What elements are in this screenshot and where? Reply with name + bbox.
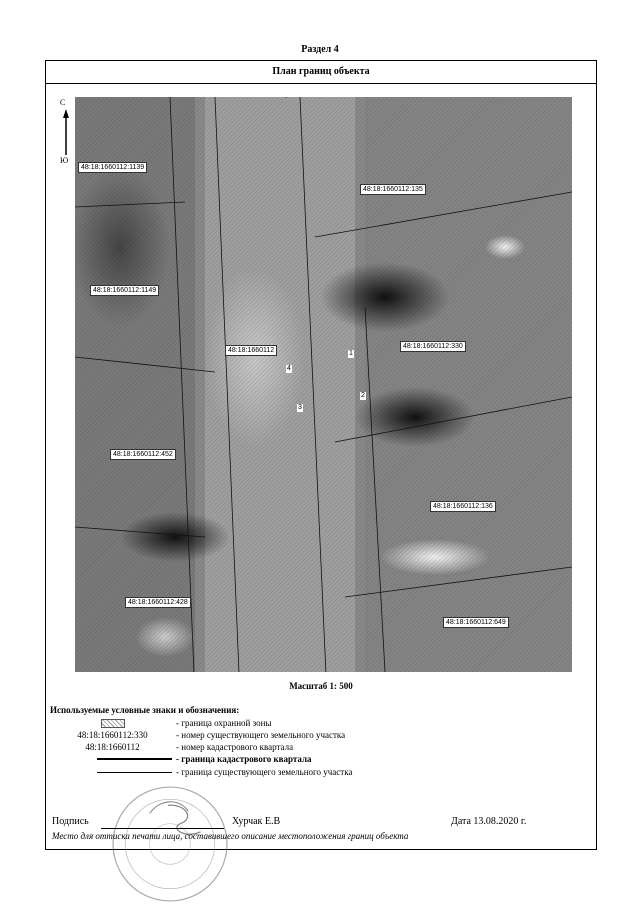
legend-desc: - номер кадастрового квартала (176, 742, 294, 752)
parcel-label: 48:18:1660112:136 (430, 501, 496, 512)
legend-row (50, 730, 590, 741)
map-image (75, 97, 572, 672)
legend-desc: - граница охранной зоны (176, 718, 272, 728)
map-scale: Масштаб 1: 500 (289, 681, 353, 691)
quarter-number-sample: 48:18:1660112 (85, 742, 140, 752)
parcel-label: 48:18:1660112:428 (125, 597, 191, 608)
stamp-note: Место для оттиска печати лица, составившего описание местоположения границ объекта (52, 831, 409, 841)
legend-title: Используемые условные знаки и обозначения: (50, 705, 240, 715)
legend-row (50, 742, 590, 753)
legend-desc: - граница существующего земельного участка (176, 767, 353, 777)
north-arrow (58, 98, 74, 168)
point-label: 3 (298, 404, 302, 411)
quarter-label: 48:18:1660112 (225, 345, 277, 356)
parcel-border-symbol (97, 772, 172, 773)
aerial-map (75, 97, 572, 672)
legend-row (50, 767, 590, 778)
header-title: План границ объекта (46, 61, 596, 84)
parcel-label: 48:18:1660112:1149 (90, 285, 159, 296)
parcel-label: 48:18:1660112:1139 (78, 162, 147, 173)
north-label: С (60, 98, 66, 107)
point-label: 2 (361, 392, 365, 399)
legend-desc: - граница кадастрового квартала (176, 754, 312, 764)
protection-zone-symbol (50, 718, 175, 728)
parcel-label: 48:18:1660112:330 (400, 341, 466, 352)
signature-line (101, 828, 224, 829)
south-label: Ю (60, 156, 69, 165)
parcel-label: 48:18:1660112:135 (360, 184, 426, 195)
seal-stamp (109, 783, 231, 905)
legend-row (50, 754, 590, 765)
signature-label: Подпись (52, 816, 89, 827)
parcel-label: 48:18:1660112:649 (443, 617, 509, 628)
legend-row (50, 718, 590, 729)
signer-name: Хурчак Е.В (232, 816, 281, 827)
arrow-icon (60, 109, 72, 157)
legend-desc: - номер существующего земельного участка (176, 730, 346, 740)
point-label: 4 (287, 365, 291, 372)
document-date: Дата 13.08.2020 г. (451, 816, 527, 827)
document-frame (45, 60, 597, 850)
quarter-border-symbol (97, 758, 172, 760)
point-label: 1 (349, 350, 353, 357)
parcel-number-sample: 48:18:1660112:330 (77, 730, 148, 740)
section-title: Раздел 4 (301, 44, 339, 55)
parcel-label: 48:18:1660112:452 (110, 449, 176, 460)
